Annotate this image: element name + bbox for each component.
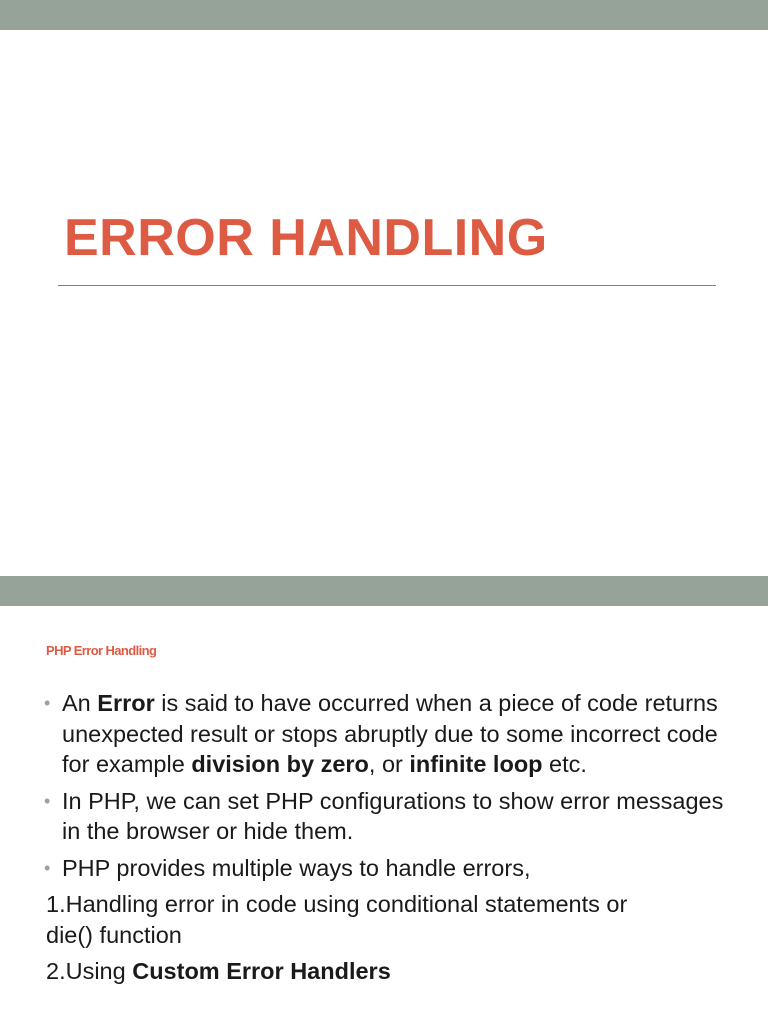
slide-title: ERROR HANDLING — [64, 209, 548, 267]
title-slide — [0, 30, 768, 576]
content-slide — [0, 606, 768, 1024]
numbered-text: 1.Handling error in code using conditional statements or die() function — [46, 891, 628, 948]
bullet-text: An — [62, 690, 98, 716]
bullet-text: etc. — [542, 751, 587, 777]
title-underline — [58, 285, 716, 286]
bold-term-infinite-loop: infinite loop — [409, 751, 543, 777]
bold-term-error: Error — [97, 690, 155, 716]
numbered-item-2 — [0, 956, 768, 987]
top-accent-band — [0, 0, 768, 30]
slide-subtitle: PHP Error Handling — [46, 643, 157, 658]
bullet-icon: • — [44, 693, 51, 713]
bold-term-division-by-zero: division by zero — [191, 751, 369, 777]
bullet-icon: • — [44, 790, 51, 811]
bullet-item-ways-to-handle — [0, 853, 768, 884]
bullet-text: PHP provides multiple ways to handle errors, — [62, 854, 531, 881]
slide-divider-band — [0, 576, 768, 606]
bullet-text: is said to have occurred when a piece of code returns unexpected result or stops abruptly due to some incorrect code for example — [62, 690, 718, 777]
bullet-text: In PHP, we can set PHP configurations to show error messages in the browser or hide them. — [62, 787, 724, 844]
bold-term-custom-error-handlers: Custom Error Handlers — [132, 958, 391, 984]
bullet-icon: • — [44, 857, 51, 878]
slide-body — [0, 688, 768, 993]
bullet-item-php-config — [0, 786, 768, 847]
bullet-text: , or — [368, 751, 410, 777]
bullet-item-error-definition — [0, 688, 768, 780]
numbered-item-1 — [0, 889, 768, 950]
numbered-text: 2.Using — [46, 958, 133, 984]
